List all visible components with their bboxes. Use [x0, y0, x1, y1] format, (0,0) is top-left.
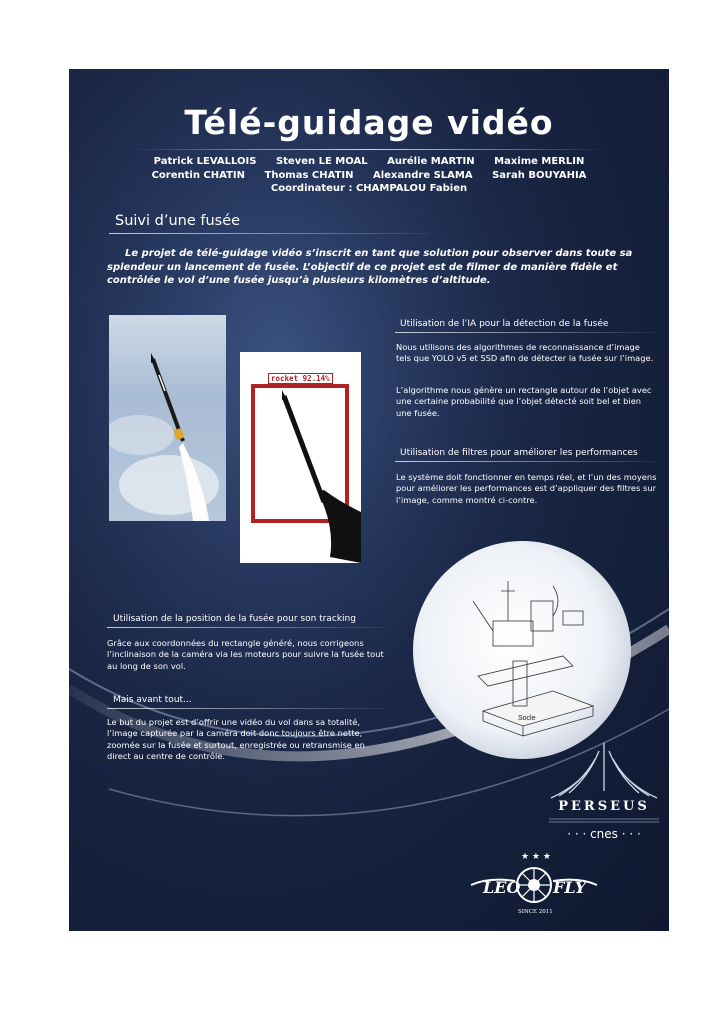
poster — [69, 69, 669, 931]
leofly-since: SINCE 2011 — [518, 909, 553, 915]
author: Aurélie MARTIN — [387, 156, 475, 167]
rocket-launch-photo — [109, 315, 226, 521]
filters-section-underline — [395, 461, 657, 462]
coordinator: Coordinateur : CHAMPALOU Fabien — [270, 183, 468, 194]
author: Corentin CHATIN — [151, 169, 246, 181]
perseus-name: PERSEUS — [558, 799, 650, 814]
cnes-logo: · · · cnes · · · — [567, 827, 641, 841]
leofly-left-text: LEO — [483, 878, 521, 897]
ia-paragraph-1: Nous utilisons des algorithmes de reconnaissance d’image tels que YOLO v5 et SSD afin de détecter la fusée sur l’image. — [396, 342, 654, 364]
author: Sarah BOUYAHIA — [492, 169, 587, 181]
author: Thomas CHATIN — [264, 169, 354, 181]
authors-row-1 — [69, 155, 669, 169]
perseus-subtitle-lines — [549, 817, 659, 825]
before-paragraph: Le but du projet est d’offrir une vidéo du vol dans sa totalité, l’image capturée par la caméra doit donc toujours être nette, zoomée sur la fusée et surtout, enregistrée ou retransmise en direct au centre de contrôle. — [107, 717, 365, 761]
filters-paragraph: Le système doit fonctionner en temps réel, et l’un des moyens pour améliorer les performances est d’appliquer des filtres sur l’image, comme montré ci-contre. — [396, 472, 657, 505]
authors-row-2 — [69, 169, 669, 183]
section-heading-underline — [109, 233, 429, 234]
before-section-title: Mais avant tout... — [113, 695, 192, 705]
section-heading: Suivi d’une fusée — [115, 213, 241, 229]
filters-section-title: Utilisation de filtres pour améliorer les performances — [400, 448, 638, 458]
diagram-label: Socle — [518, 715, 536, 722]
ia-paragraph-2: L’algorithme nous génère un rectangle autour de l’objet avec une certaine probabilité que l’objet détecté soit bel et bien une fusée. — [396, 385, 652, 418]
author: Steven LE MOAL — [275, 156, 368, 167]
perseus-emblem-icon — [539, 741, 669, 799]
intro-paragraph: Le projet de télé-guidage vidéo s’inscrit en tant que solution pour observer dans toute sa splendeur un lancement de fusée. L’objectif de ce projet est de filmer de manière fidèle et contrôlée le vol d’une fusée jusqu’à plusieurs kilomètres d’altitude. — [107, 248, 633, 286]
author: Patrick LEVALLOIS — [153, 156, 257, 167]
poster-title: Télé-guidage vidéo — [184, 103, 554, 142]
tracking-section-title: Utilisation de la position de la fusée pour son tracking — [113, 614, 356, 624]
mechanical-diagram — [413, 541, 631, 759]
before-section-underline — [107, 708, 385, 709]
svg-text:★ ★ ★: ★ ★ ★ — [521, 852, 551, 862]
title-divider — [129, 149, 609, 150]
leofly-logo — [469, 849, 599, 919]
filtered-detection-image — [240, 352, 361, 563]
ia-section-title: Utilisation de l’IA pour la détection de la fusée — [400, 319, 609, 329]
leofly-right-text: FLY — [553, 878, 587, 897]
authors-block — [69, 155, 669, 196]
ia-section-underline — [395, 332, 655, 333]
perseus-logo — [539, 741, 669, 851]
tracking-paragraph: Grâce aux coordonnées du rectangle généré, nous corrigeons l’inclinaison de la caméra via les moteurs pour suivre la fusée tout au long de son vol. — [107, 638, 384, 671]
tracking-section-underline — [107, 627, 385, 628]
detection-label: rocket 92.14% — [268, 373, 333, 384]
author: Alexandre SLAMA — [372, 169, 473, 181]
author: Maxime MERLIN — [494, 156, 585, 167]
